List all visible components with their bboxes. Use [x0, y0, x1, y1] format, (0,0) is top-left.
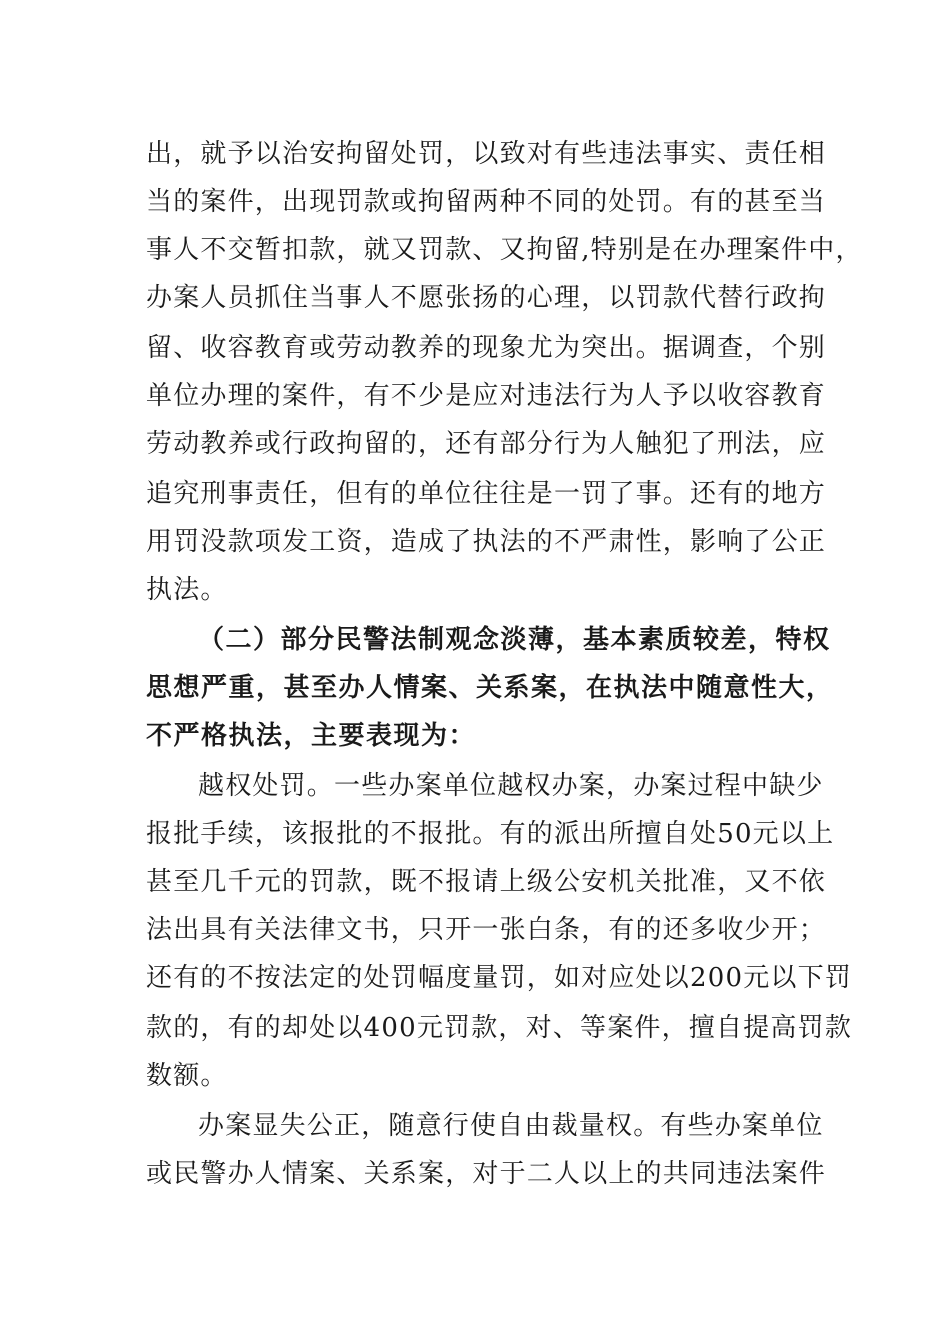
- paragraph-line: 留、收容教育或劳动教养的现象尤为突出。据调查，个别: [146, 333, 827, 363]
- paragraph-line: 办案人员抓住当事人不愿张扬的心理，以罚款代替行政拘: [146, 283, 827, 313]
- paragraph-line: 越权处罚。一些办案单位越权办案，办案过程中缺少: [198, 771, 824, 801]
- paragraph-line: 用罚没款项发工资，造成了执法的不严肃性，影响了公正: [146, 527, 827, 557]
- paragraph-line: 单位办理的案件，有不少是应对违法行为人予以收容教育: [146, 381, 827, 411]
- paragraph-line: 执法。: [146, 575, 228, 605]
- section-heading-line: （二）部分民警法制观念淡薄，基本素质较差，特权: [198, 625, 831, 655]
- paragraph-line: 事人不交暂扣款，就又罚款、又拘留,特别是在办理案件中，: [146, 235, 863, 265]
- paragraph-line: 劳动教养或行政拘留的，还有部分行为人触犯了刑法，应: [146, 429, 827, 459]
- paragraph-line: 追究刑事责任，但有的单位往往是一罚了事。还有的地方: [146, 479, 827, 509]
- paragraph-line: 甚至几千元的罚款，既不报请上级公安机关批准，又不依: [146, 867, 827, 897]
- section-heading-line: 不严格执法，主要表现为：: [146, 721, 477, 751]
- paragraph-line: 数额。: [146, 1061, 228, 1091]
- paragraph-line: 办案显失公正，随意行使自由裁量权。有些办案单位: [198, 1111, 824, 1141]
- paragraph-line: 款的，有的却处以400元罚款，对、等案件，擅自提高罚款: [146, 1013, 853, 1043]
- paragraph-line: 法出具有关法律文书，只开一张白条，有的还多收少开；: [146, 915, 827, 945]
- paragraph-line: 还有的不按法定的处罚幅度量罚，如对应处以200元以下罚: [146, 963, 853, 993]
- paragraph-line: 报批手续，该报批的不报批。有的派出所擅自处50元以上: [146, 819, 835, 849]
- section-heading-line: 思想严重，甚至办人情案、关系案，在执法中随意性大，: [146, 673, 834, 703]
- paragraph-line: 或民警办人情案、关系案，对于二人以上的共同违法案件: [146, 1159, 827, 1189]
- paragraph-line: 出，就予以治安拘留处罚，以致对有些违法事实、责任相: [146, 139, 827, 169]
- paragraph-line: 当的案件，出现罚款或拘留两种不同的处罚。有的甚至当: [146, 187, 827, 217]
